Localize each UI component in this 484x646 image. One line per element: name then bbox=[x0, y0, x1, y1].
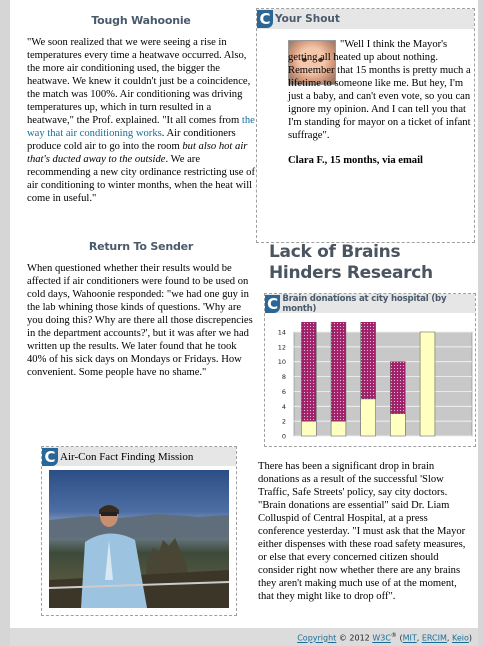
mission-photo bbox=[49, 470, 229, 608]
copyright-link[interactable]: Copyright bbox=[297, 633, 337, 643]
footer: Copyright © 2012 W3C® (MIT, ERCIM, Keio) bbox=[10, 628, 478, 646]
chart-plot-area bbox=[294, 332, 472, 436]
mission-box-title: Air-Con Fact Finding Mission bbox=[60, 450, 194, 463]
chart-y-tick-label: 4 bbox=[281, 402, 286, 411]
chart-y-tick-label: 0 bbox=[281, 432, 286, 441]
chart-bar bbox=[361, 322, 376, 399]
c-logo-icon: C bbox=[42, 448, 58, 466]
your-shout-header bbox=[257, 9, 474, 29]
ercim-link[interactable]: ERCIM bbox=[421, 633, 447, 643]
chart-y-tick-label: 14 bbox=[277, 328, 286, 337]
return-to-sender-text: When questioned whether their results would be affected if air conditioners were found to be used on cold days, Wahoonie responded: "we had one guy in the lab whining those kinds of questions. 'Why are you doing this? Why are there all those discrepencies in the department accounts?', but it was after we had written up the results. We later found that he took 40% of his sick days on Mondays or Fridays. How convenient. Some people have no shame." bbox=[27, 263, 253, 378]
chart-y-tick-label: 2 bbox=[281, 417, 286, 426]
tough-wahoonie-article bbox=[27, 14, 255, 205]
chart-bar bbox=[331, 322, 346, 421]
mit-link[interactable]: MIT bbox=[402, 633, 417, 643]
your-shout-title: Your Shout bbox=[275, 13, 340, 25]
your-shout-content bbox=[288, 38, 472, 167]
chart-bar bbox=[390, 362, 405, 414]
lack-of-brains-title: Lack of Brains Hinders Research bbox=[269, 242, 433, 283]
chart-bar bbox=[390, 414, 405, 436]
c-logo-icon: C bbox=[257, 10, 273, 28]
your-shout-signature: Clara F., 15 months, via email bbox=[288, 155, 423, 166]
air-conditioning-link[interactable]: the way that air conditioning works bbox=[27, 115, 255, 139]
right-gutter bbox=[478, 0, 484, 646]
your-shout-text: "Well I think the Mayor's getting all heated up about nothing. Remember that 15 months is pretty much a lifetime to someone like me. But hey, I'm just a baby, and can't even vote, so you can ignore my opinion. And I can tell you that I'm standing for mayor on a ticket of infant suffrage". bbox=[288, 39, 471, 141]
chart-y-tick-label: 12 bbox=[277, 343, 286, 352]
mission-box-header bbox=[42, 447, 236, 466]
return-to-sender-article bbox=[27, 240, 255, 379]
chart-bar bbox=[301, 421, 316, 436]
chart-bar bbox=[301, 322, 316, 421]
chart-y-tick-label: 10 bbox=[277, 358, 286, 367]
return-to-sender-heading: Return To Sender bbox=[88, 240, 194, 253]
mission-photo-scene bbox=[49, 470, 229, 608]
chart-y-tick-label: 6 bbox=[281, 387, 286, 396]
chart-bar bbox=[361, 399, 376, 436]
chart-box-title: Brain donations at city hospital (by month) bbox=[282, 293, 447, 314]
chart-y-tick-label: 8 bbox=[281, 373, 286, 382]
left-gutter bbox=[0, 0, 10, 646]
chart-box-header bbox=[265, 294, 475, 313]
tough-wahoonie-text: "We soon realized that we were seeing a rise in temperatures every time a heatwave occurred. Also, the more air conditioning used, the bigger the heatwave. We knew it couldn't just be a coincidence, the match was 100%. Air conditioning was driving temperatures up, which in turn resulted in a heatwave," the Prof. explained. "It all comes from the way that air conditioning works. Air conditioners produce cold air to go into the room but also hot air that's ducted away to the outside. We are recommending a new city ordinance restricting use of air conditioning to winter months, when the heat will come in useful." bbox=[27, 37, 255, 204]
chart-bar bbox=[331, 421, 346, 436]
tough-wahoonie-heading: Tough Wahoonie bbox=[91, 14, 191, 27]
c-logo-icon: C bbox=[265, 295, 280, 313]
brains-article-text: There has been a significant drop in brain donations as a result of the successful 'Slow Traffic, Safe Streets' policy, say city doctors. "Brain donations are essential" said Dr. Liam Colluspid of Central Hospital, at a press conference yesterday. "I must ask that the Mayor either dispenses with these road safety measures, or else that every concerned citizen should consider right now whether there are any brains they aren't making much use of at the moment, that they might like to drop off". bbox=[258, 461, 466, 602]
chart-bar bbox=[420, 332, 435, 436]
brains-article bbox=[258, 460, 472, 603]
w3c-link[interactable]: W3C bbox=[372, 633, 391, 643]
brain-donations-chart bbox=[270, 322, 476, 444]
keio-link[interactable]: Keio bbox=[451, 633, 469, 643]
